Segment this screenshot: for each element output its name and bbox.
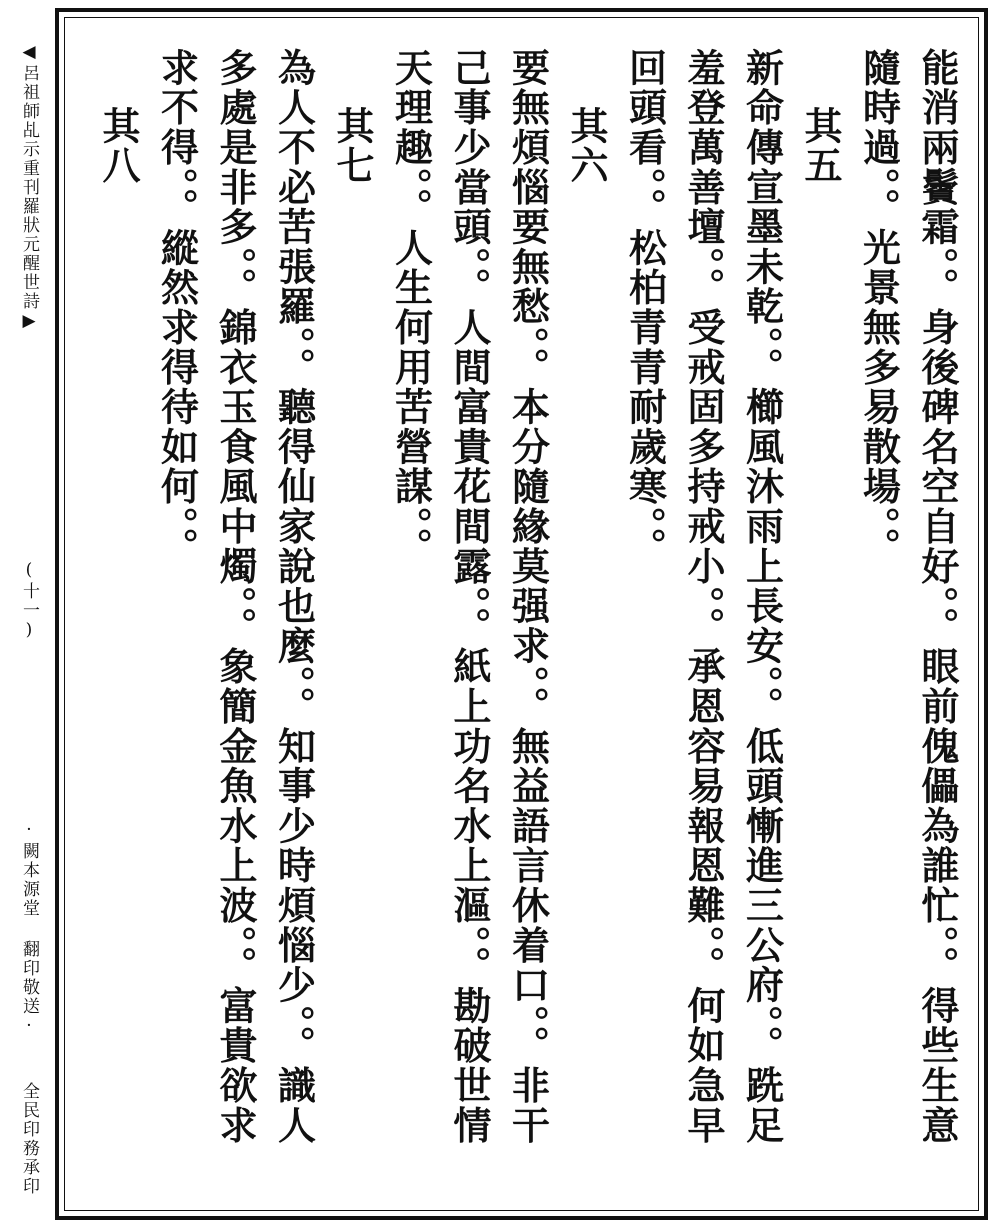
text-line: 新命傳宣墨未乾。。櫛風沐雨上長安。。低頭慚進三公府。。跣足: [739, 48, 785, 1146]
poem-heading: 其八: [96, 106, 141, 186]
text-line: 求不得。。縱然求得待如何。。: [154, 48, 200, 568]
text-line: 能消兩鬢霜。。身後碑名空自好。。眼前傀儡為誰忙。。得些生意: [915, 48, 960, 1146]
poem-heading: 其七: [330, 106, 375, 186]
book-title-margin: ◀呂祖師乩示重刊羅狀元醒世詩▶: [19, 42, 39, 333]
poem-text-block: [89, 48, 967, 1198]
text-line: 己事少當頭。。人間富貴花間露。。紙上功名水上漚。。勘破世情: [447, 48, 492, 1146]
poem-heading: 其五: [798, 106, 843, 186]
text-line: 要無煩惱要無愁。。本分隨緣莫强求。。無益語言休着口。。非干: [505, 48, 551, 1146]
text-line: 為人不必苦張羅。。聽得仙家說也麼。。知事少時煩惱少。。識人: [271, 48, 317, 1146]
publisher-note: ·闕本源堂 翻印敬送·: [19, 820, 39, 1038]
text-line: 回頭看。。松柏青青耐歲寒。。: [622, 48, 668, 568]
text-line: 天理趣。。人生何用苦營謀。。: [388, 48, 434, 568]
text-line: 多處是非多。。錦衣玉食風中燭。。象簡金魚水上波。。富貴欲求: [213, 48, 258, 1146]
poem-heading: 其六: [564, 106, 609, 186]
text-line: 羞登萬善壇。。受戒固多持戒小。。承恩容易報恩難。。何如急早: [681, 48, 726, 1146]
text-line: 隨時過。。光景無多易散場。。: [856, 48, 902, 568]
page-number: (十一): [19, 560, 39, 642]
printer-note: 全民印務承印: [19, 1082, 39, 1196]
